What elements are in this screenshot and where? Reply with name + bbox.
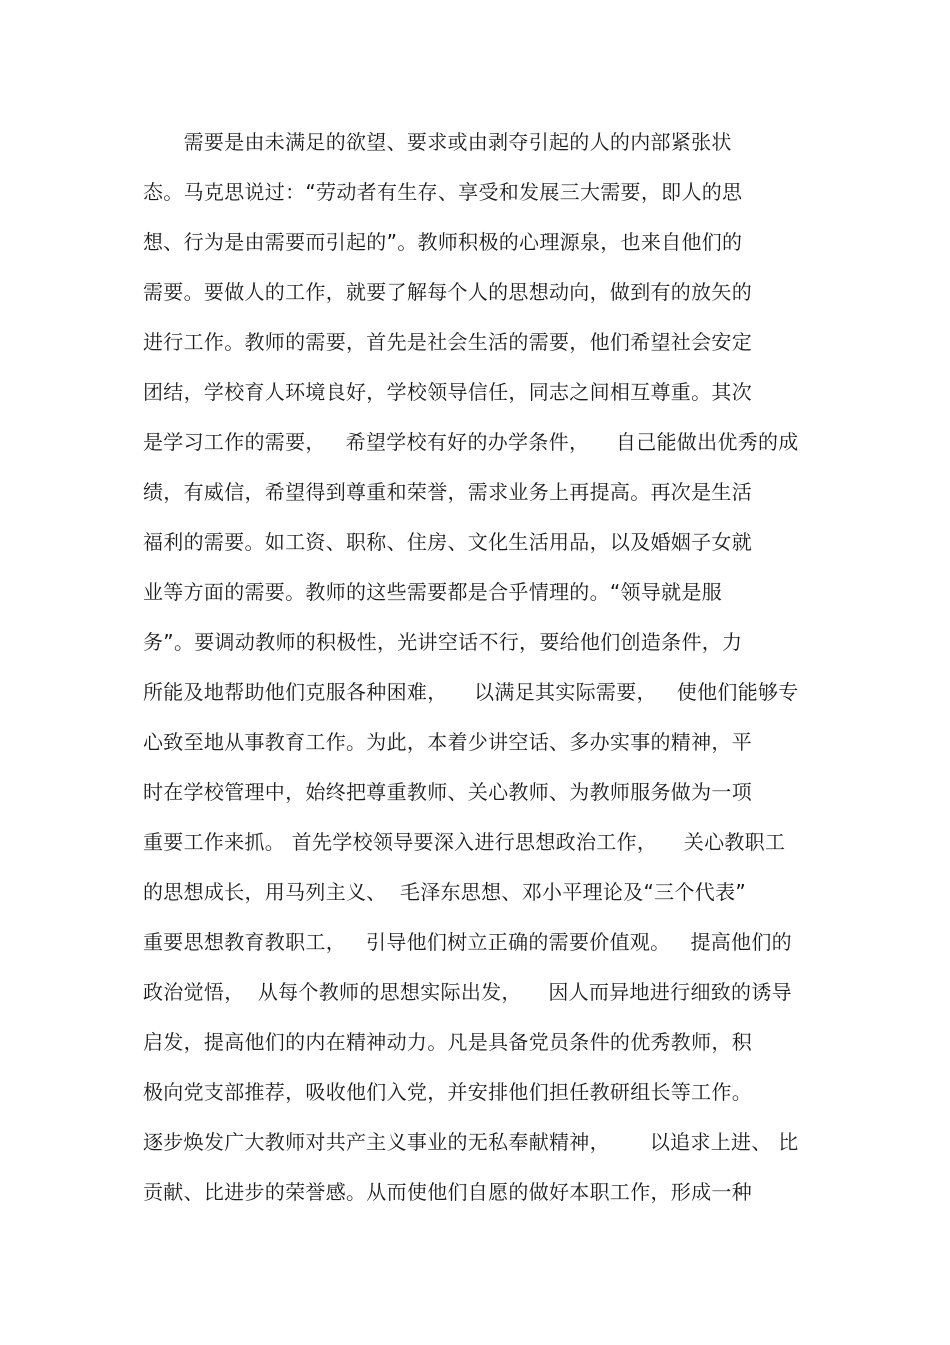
text-line: 重要思想教育教职工， 引导他们树立正确的需要价值观。 提高他们的 — [143, 930, 792, 954]
text-line: 是学习工作的需要， 希望学校有好的办学条件， 自己能做出优秀的成 — [143, 430, 799, 454]
text-line: 时在学校管理中，始终把尊重教师、关心教师、为教师服务做为一项 — [143, 780, 752, 804]
text-line: 需要。要做人的工作，就要了解每个人的思想动向，做到有的放矢的 — [143, 280, 752, 304]
text-line: 心致至地从事教育工作。为此，本着少讲空话、多办实事的精神，平 — [143, 730, 752, 754]
text-line: 进行工作。教师的需要，首先是社会生活的需要，他们希望社会安定 — [143, 330, 752, 354]
text-line: 的思想成长，用马列主义、 毛泽东思想、邓小平理论及“三个代表” — [143, 880, 747, 904]
text-line: 重要工作来抓。 首先学校领导要深入进行思想政治工作， 关心教职工 — [143, 830, 786, 854]
text-line: 福利的需要。如工资、职称、住房、文化生活用品，以及婚姻子女就 — [143, 530, 752, 554]
text-line: 贡献、比进步的荣誉感。从而使他们自愿的做好本职工作，形成一种 — [143, 1180, 752, 1204]
text-line: 团结，学校育人环境良好，学校领导信任，同志之间相互尊重。其次 — [143, 380, 752, 404]
text-line: 务”。要调动教师的积极性，光讲空话不行，要给他们创造条件，力 — [143, 630, 743, 654]
text-line: 极向党支部推荐，吸收他们入党，并安排他们担任教研组长等工作。 — [143, 1080, 752, 1104]
text-line: 启发，提高他们的内在精神动力。凡是具备党员条件的优秀教师，积 — [143, 1030, 752, 1054]
text-line: 业等方面的需要。教师的这些需要都是合乎情理的。“领导就是服 — [143, 580, 723, 604]
text-line: 绩，有威信，希望得到尊重和荣誉，需求业务上再提高。再次是生活 — [143, 480, 752, 504]
body-paragraph — [143, 122, 823, 1222]
text-line: 态。马克思说过：“劳动者有生存、享受和发展三大需要，即人的思 — [143, 180, 743, 204]
text-line: 所能及地帮助他们克服各种困难， 以满足其实际需要， 使他们能够专 — [143, 680, 799, 704]
text-line: 政治觉悟， 从每个教师的思想实际出发， 因人而异地进行细致的诱导 — [143, 980, 792, 1004]
text-line: 想、行为是由需要而引起的”。教师积极的心理源泉，也来自他们的 — [143, 230, 743, 254]
text-line: 逐步焕发广大教师对共产主义事业的无私奉献精神， 以追求上进、 比 — [143, 1130, 799, 1154]
text-line: 需要是由未满足的欲望、要求或由剥夺引起的人的内部紧张状 — [143, 130, 732, 154]
